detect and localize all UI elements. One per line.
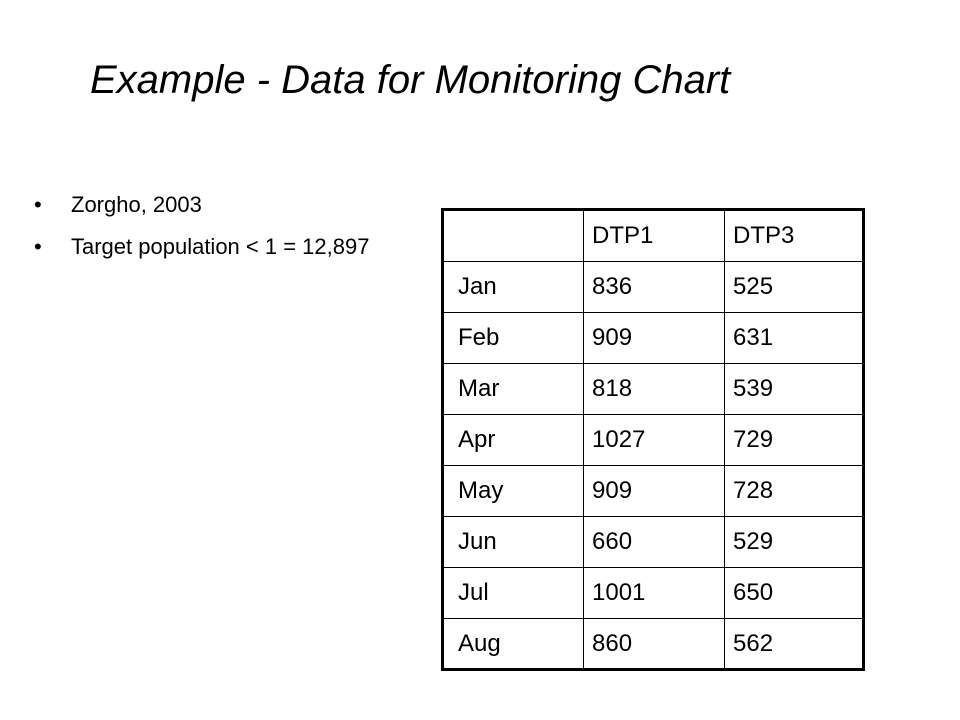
bullet-text: Zorgho, 2003: [71, 192, 202, 217]
header-cell-dtp3: DTP3: [725, 210, 864, 262]
dtp1-cell: 860: [584, 619, 725, 670]
bullet-item: [34, 190, 404, 220]
dtp3-cell: 525: [725, 262, 864, 313]
bullet-text: Target population < 1 = 12,897: [71, 234, 370, 259]
dtp3-cell: 562: [725, 619, 864, 670]
month-cell: May: [443, 466, 584, 517]
bullet-marker: •: [34, 192, 42, 217]
dtp1-cell: 909: [584, 466, 725, 517]
dtp1-cell: 1027: [584, 415, 725, 466]
month-cell: Jun: [443, 517, 584, 568]
table-row: [443, 262, 864, 313]
dtp1-cell: 818: [584, 364, 725, 415]
dtp3-cell: 729: [725, 415, 864, 466]
dtp3-cell: 631: [725, 313, 864, 364]
slide-title: Example - Data for Monitoring Chart: [90, 58, 731, 102]
dtp1-cell: 1001: [584, 568, 725, 619]
table-row: [443, 517, 864, 568]
table-row: [443, 619, 864, 670]
month-cell: Jan: [443, 262, 584, 313]
data-table: [441, 208, 865, 671]
dtp3-cell: 728: [725, 466, 864, 517]
dtp3-cell: 650: [725, 568, 864, 619]
dtp1-cell: 909: [584, 313, 725, 364]
bullet-marker: •: [34, 234, 42, 259]
month-cell: Feb: [443, 313, 584, 364]
dtp1-cell: 836: [584, 262, 725, 313]
table-row: [443, 415, 864, 466]
month-cell: Mar: [443, 364, 584, 415]
table-row: [443, 568, 864, 619]
month-cell: Aug: [443, 619, 584, 670]
header-cell-empty: [443, 210, 584, 262]
header-cell-dtp1: DTP1: [584, 210, 725, 262]
table-row: [443, 364, 864, 415]
dtp1-cell: 660: [584, 517, 725, 568]
bullet-item: [34, 232, 404, 262]
dtp3-cell: 529: [725, 517, 864, 568]
month-cell: Apr: [443, 415, 584, 466]
table-header-row: [443, 210, 864, 262]
month-cell: Jul: [443, 568, 584, 619]
table-row: [443, 466, 864, 517]
dtp3-cell: 539: [725, 364, 864, 415]
table-row: [443, 313, 864, 364]
bullet-list: [34, 190, 404, 274]
